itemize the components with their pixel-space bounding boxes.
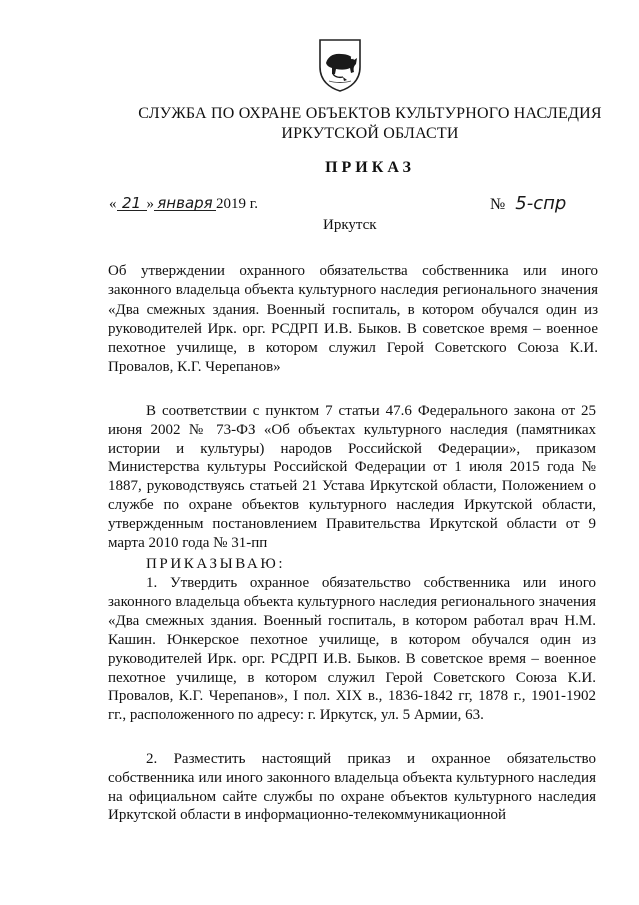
order-date xyxy=(109,196,258,213)
order-item-1: 1. Утвердить охранное обязательство собственника или иного законного владельца объекта культурного наследия регионального значения «Два смежных здания. Военный госпиталь, в котором работал врач Н.М. Кашин. Юнкерское пехотное училище, в котором обучался один из руководителей Ирк. орг. РСДРП И.В. Быков. В советское время – военное пехотное училище, в котором служил Герой Советского Союза К.И. Провалов, К.Г. Черепанов», I пол. XIX в., 1836-1842 гг, 1878 г., 1901-1902 гг., расположенного по адресу: г. Иркутск, ул. 5 Армии, 63. xyxy=(108,575,596,724)
preamble-paragraph: В соответствии с пунктом 7 статьи 47.6 Федерального закона от 25 июня 2002 № 73-ФЗ «Об объектах культурного наследия (памятниках истории и культуры) народов Российской Федерации», приказом Министерства культуры Российской Федерации от 1 июля 2015 года № 1887, руководствуясь статьей 21 Устава Иркутской области, Положением о службе по охране объектов культурного наследия Иркутской области, утвержденным постановлением Правительства Иркутской области от 9 марта 2010 года № 31-пп xyxy=(108,403,596,551)
order-word: ПРИКАЗЫВАЮ: xyxy=(146,556,286,572)
document-title: ПРИКАЗ xyxy=(325,159,415,176)
date-open-quote: « xyxy=(109,196,117,212)
date-day: 21 xyxy=(117,196,147,211)
date-year: 2019 г. xyxy=(216,196,258,212)
number-label: № xyxy=(490,196,506,213)
number-value: 5-спр xyxy=(515,193,567,214)
irkutsk-babr-coat-of-arms-icon xyxy=(317,37,363,93)
date-close-quote: » xyxy=(146,196,154,212)
order-subject: Об утверждении охранного обязательства собственника или иного законного владельца объекта культурного наследия регионального значения «Два смежных здания. Военный госпиталь, в котором обучался один из руководителей Ирк. орг. РСДРП И.В. Быков. В советское время – военное пехотное училище, в котором служил Герой Советского Союза К.И. Провалов, К.Г. Черепанов» xyxy=(108,263,598,376)
order-city: Иркутск xyxy=(323,217,377,233)
agency-name-line1: СЛУЖБА ПО ОХРАНЕ ОБЪЕКТОВ КУЛЬТУРНОГО НАСЛЕДИЯ xyxy=(138,105,602,122)
agency-name-line2: ИРКУТСКОЙ ОБЛАСТИ xyxy=(281,125,459,142)
order-number xyxy=(490,193,566,214)
order-item-2: 2. Разместить настоящий приказ и охранное обязательство собственника или иного законного владельца объекта культурного наследия на официальном сайте службы по охране объектов культурного наследия Иркутской области в информационно-телекоммуникационной xyxy=(108,751,596,824)
date-month: января xyxy=(154,196,216,211)
